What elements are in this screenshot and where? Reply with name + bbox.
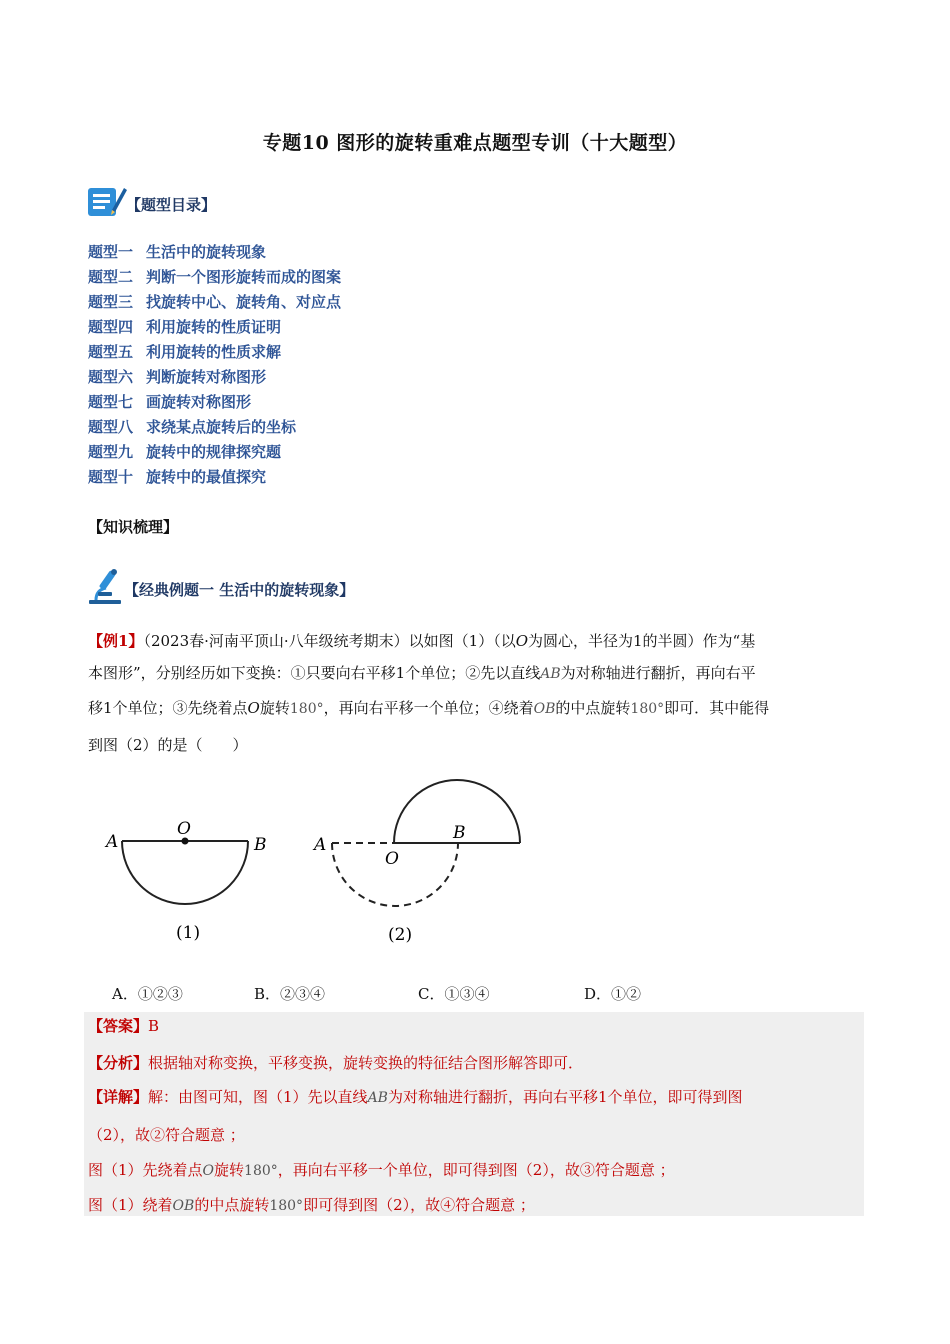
toc-item[interactable]: 题型一 生活中的旋转现象: [88, 243, 267, 261]
label-a: A: [314, 835, 327, 855]
problem-line-1: 【例1】（2023春·河南平顶山·八年级统考期末）以如图（1）（以O为圆心，半径为1的半圆）作为“基: [88, 632, 756, 650]
label-o: O: [385, 849, 399, 869]
detail-line-3: 图（1）先绕着点O旋转180°，再向右平移一个单位，即可得到图（2），故③符合题意 ；: [88, 1161, 675, 1179]
toc-header: 【题型目录】: [126, 196, 217, 214]
analysis-line: 【分析】根据轴对称变换，平移变换，旋转变换的特征结合图形解答即可．: [88, 1054, 584, 1072]
option-a[interactable]: A．①②③: [112, 985, 183, 1003]
toc-item[interactable]: 题型三 找旋转中心、旋转角、对应点: [88, 293, 342, 311]
detail-line-2: （2），故②符合题意 ；: [88, 1126, 245, 1144]
problem-line-3: 移1个单位；③先绕着点O旋转180°，再向右平移一个单位；④绕着OB的中点旋转180°即可．其中能得: [88, 699, 770, 717]
semicircle-arc: [122, 841, 248, 904]
toc-item[interactable]: 题型二 判断一个图形旋转而成的图案: [88, 268, 342, 286]
fig2-caption: (2): [388, 925, 413, 945]
page-title: 专题10 图形的旋转重难点题型专训（十大题型）: [262, 132, 688, 154]
problem-line-2: 本图形”，分别经历如下变换：①只要向右平移1个单位；②先以直线AB为对称轴进行翻折，再向右平: [88, 664, 756, 682]
answer-line: 【答案】B: [88, 1017, 160, 1035]
toc-item[interactable]: 题型四 利用旋转的性质证明: [88, 318, 282, 336]
label-b: B: [254, 835, 267, 855]
fig1-caption: (1): [176, 923, 201, 943]
label-a: A: [106, 832, 119, 852]
toc-item[interactable]: 题型十 旋转中的最值探究: [88, 468, 267, 486]
figure-1: [96, 810, 286, 955]
knowledge-header: 【知识梳理】: [88, 518, 179, 536]
detail-line-1: 【详解】解：由图可知，图（1）先以直线AB为对称轴进行翻折，再向右平移1个单位，即可得到图: [88, 1088, 743, 1106]
edit-notebook-icon: [86, 182, 128, 220]
example-header: 【经典例题一 生活中的旋转现象】: [124, 581, 355, 599]
toc-item[interactable]: 题型八 求绕某点旋转后的坐标: [88, 418, 297, 436]
label-o: O: [177, 819, 191, 839]
toc-item[interactable]: 题型七 画旋转对称图形: [88, 393, 252, 411]
label-b: B: [453, 823, 466, 843]
microscope-icon: [86, 566, 126, 606]
option-c[interactable]: C．①③④: [418, 985, 490, 1003]
toc-item[interactable]: 题型九 旋转中的规律探究题: [88, 443, 282, 461]
toc-item[interactable]: 题型六 判断旋转对称图形: [88, 368, 267, 386]
problem-line-4: 到图（2）的是（ ）: [88, 736, 248, 754]
toc-item[interactable]: 题型五 利用旋转的性质求解: [88, 343, 282, 361]
figure-2: [308, 770, 538, 955]
option-b[interactable]: B．②③④: [254, 985, 326, 1003]
detail-line-4: 图（1）绕着OB的中点旋转180°即可得到图（2），故④符合题意 ；: [88, 1196, 535, 1214]
option-d[interactable]: D．①②: [584, 985, 642, 1003]
